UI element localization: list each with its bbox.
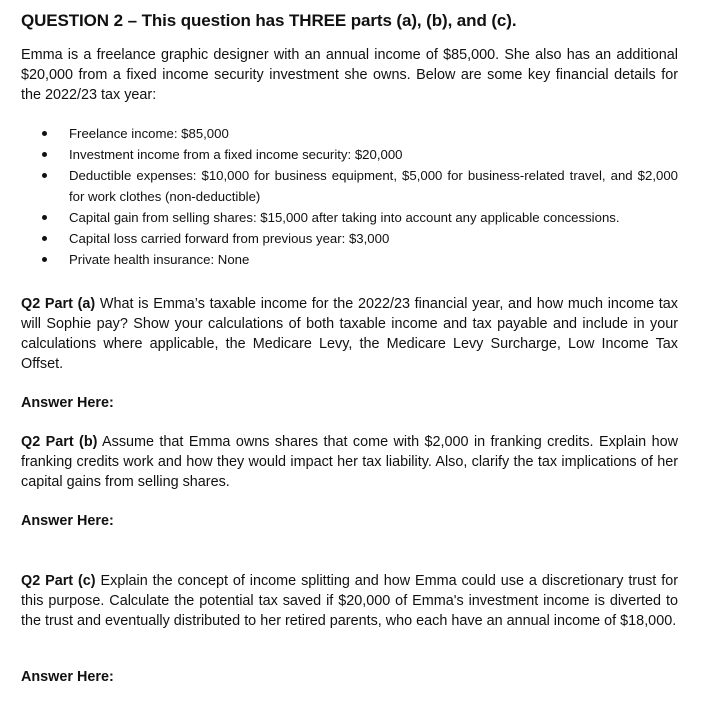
question-heading: QUESTION 2 – This question has THREE parts (a), (b), and (c). (21, 11, 517, 30)
part-b-label: Q2 Part (b) (21, 434, 98, 450)
bullet-icon (42, 173, 47, 178)
list-item (42, 249, 678, 270)
part-b-answer-label: Answer Here: (21, 513, 114, 529)
list-item-text: Investment income from a fixed income security: $20,000 (69, 147, 403, 162)
part-a-text: What is Emma’s taxable income for the 2022/23 financial year, and how much income tax will Sophie pay? Show your calculations of both taxable income and tax payable and include in your calculations where applicable, the Medicare Levy, the Medicare Levy Surcharge, Low Income Tax Offset. (21, 296, 678, 372)
list-item-text: Deductible expenses: $10,000 for business equipment, $5,000 for business-related travel, and $2,000 for work clothes (non-deductible) (69, 168, 678, 204)
part-b-question (21, 432, 678, 492)
part-a-answer-label: Answer Here: (21, 395, 114, 411)
list-item (42, 144, 678, 165)
part-c-answer-label: Answer Here: (21, 669, 114, 685)
bullet-icon (42, 257, 47, 262)
bullet-icon (42, 215, 47, 220)
list-item-text: Capital loss carried forward from previous year: $3,000 (69, 231, 390, 246)
financial-details-list (42, 123, 678, 270)
list-item (42, 123, 678, 144)
list-item-text: Freelance income: $85,000 (69, 126, 229, 141)
intro-paragraph: Emma is a freelance graphic designer with an annual income of $85,000. She also has an additional $20,000 from a fixed income security investment she owns. Below are some key financial details for the 2022/23 tax year: (21, 47, 678, 103)
bullet-icon (42, 131, 47, 136)
part-a-question (21, 294, 678, 374)
bullet-icon (42, 152, 47, 157)
part-c-question (21, 571, 678, 631)
bullet-icon (42, 236, 47, 241)
part-c-text: Explain the concept of income splitting and how Emma could use a discretionary trust for this purpose. Calculate the potential tax saved if $20,000 of Emma's investment income is diverted to the trust and eventually distributed to her retired parents, who each have an annual income of $18,000. (21, 573, 679, 629)
list-item (42, 207, 678, 228)
list-item-text: Capital gain from selling shares: $15,000 after taking into account any applicable concessions. (69, 210, 620, 225)
part-c-label: Q2 Part (c) (21, 573, 96, 589)
part-b-text: Assume that Emma owns shares that come with $2,000 in franking credits. Explain how franking credits work and how they would impact her tax liability. Also, clarify the tax implications of her capital gains from selling shares. (21, 434, 678, 490)
list-item (42, 165, 678, 207)
part-a-label: Q2 Part (a) (21, 296, 96, 312)
list-item-text: Private health insurance: None (69, 252, 250, 267)
list-item (42, 228, 678, 249)
